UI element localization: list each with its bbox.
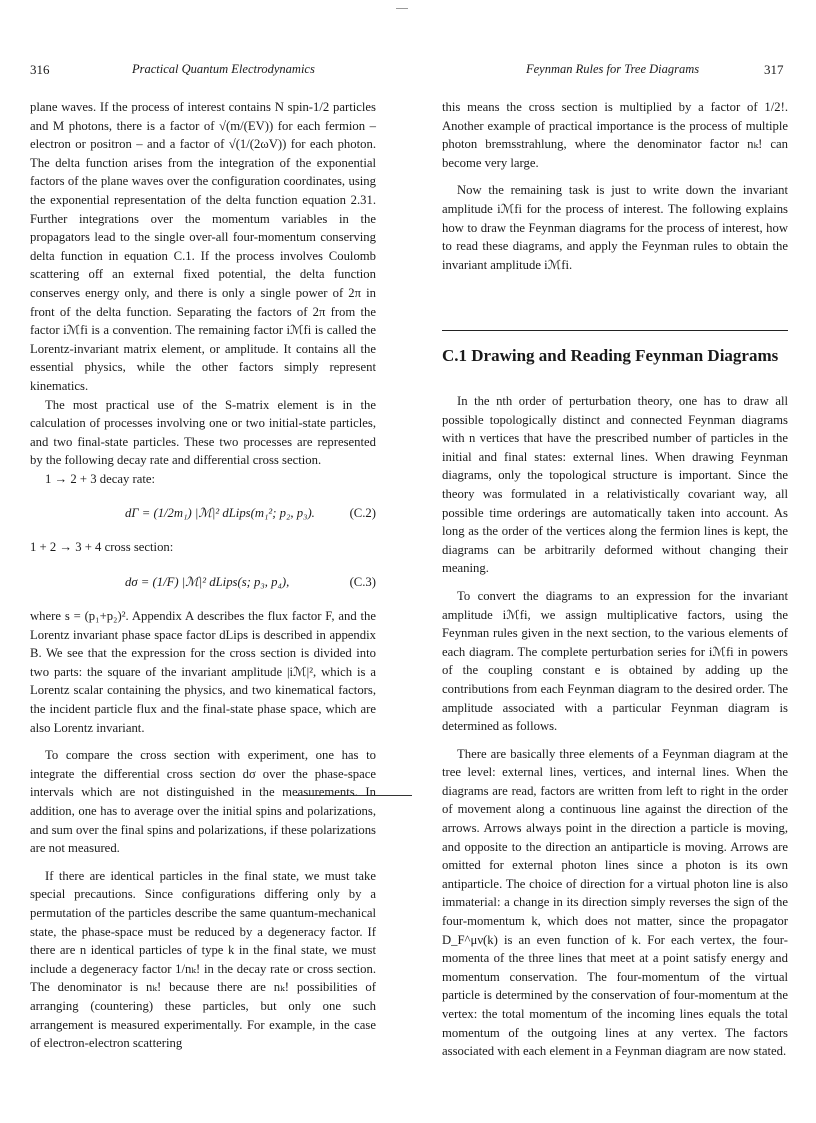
paragraph: Now the remaining task is just to write down the invariant amplitude iℳfi for the process of interest. The following explains how to draw the Feynman diagrams for the process of interest, how to read these diagrams, and apply the Feynman rules to obtain the invariant amplitude iℳfi. (442, 183, 788, 272)
section-divider (442, 330, 788, 331)
cross-section-label: 1 + 2 → 3 + 4 cross section: (30, 540, 174, 555)
left-column (30, 98, 376, 1053)
paragraph: In the nth order of perturbation theory, one has to draw all possible topologically distinct and connected Feynman diagrams with n vertices that have the prescribed number of particles in the initial and final states: external lines. When drawing Feynman diagrams, only the topological structure is important. Since the theory was formulated in a relativistically covariant way, all possible time orderings are automatically taken into account. As long as the order of the vertices along the fermion lines is kept, the diagrams can be arbitrarily deformed without changing their meaning. (442, 394, 788, 576)
page-number-left: 316 (30, 62, 50, 77)
equation-c3 (30, 557, 376, 607)
right-column-section (442, 392, 788, 1061)
margin-rule (296, 795, 412, 796)
running-head-right: Feynman Rules for Tree Diagrams (526, 62, 700, 76)
equation-c2-formula: dΓ = (1/2m₁) |ℳ|² dLips(m₁²; p₂, p₃). (125, 506, 315, 521)
equation-c3-formula: dσ = (1/F) |ℳ|² dLips(s; p₃, p₄), (125, 574, 290, 589)
paragraph: plane waves. If the process of interest contains N spin-1/2 particles and M photons, there is a factor of √(m/(EV)) for each fermion – electron or positron – and a factor of √(1/(2ωV)) for each photon. The delta function arises from the integration of the exponential factors of the plane waves over the configuration coordinates, using the exponential representation of the delta function equation 2.31. Further integrations over the momentum variables in the propagators lead to the single over-all four-momentum conserving delta function in equation C.1. If the process involves Coulomb scattering off an external fixed potential, the delta function conserves energy only, and there is only a single power of 2π in front of the delta function. Separating the factors of 2π from the factor iℳfi is a convention. The remaining factor iℳfi is called the Lorentz-invariant matrix element, or amplitude. It contains all the essential physics, while the other factors simply represent kinematics. (30, 100, 376, 393)
paragraph: There are basically three elements of a Feynman diagram at the tree level: external lines, vertices, and internal lines. When the diagrams are read, factors are written from left to right in the order of movement along a continuous line against the direction of the arrows. Arrows always point in the direction a particle is moving, and opposite to the direction an antiparticle is moving. Arrows are omitted for external photon lines since a photon is its own antiparticle. The choice of direction for a virtual photon line is also immaterial: a change in its direction simply reverses the sign of the four-momentum k, which does not matter, since the propagator D_F^μν(k) is an even function of k. For each vertex, the four-momenta of the three lines that meet at a point satisfy energy and momentum conservation. The four-momentum of the virtual particle is determined by the conservation of four-momentum at the vertex: the total momentum of the incoming lines equals the total momentum of the outgoing lines at any vertex. The factors associated with each element in a Feynman diagram are now stated. (442, 746, 788, 1059)
paragraph: this means the cross section is multiplied by a factor of 1/2!. Another example of practical importance is the process of multiple photon bremsstrahlung, where the denominator factor nₖ! can become very large. (442, 100, 788, 170)
equation-c2 (30, 488, 376, 538)
paragraph: If there are identical particles in the final state, we must take special precautions. Since configurations differing only by a permutation of the particles describe the same quantum-mechanical state, the phase-space must be reduced by a degeneracy factor. If there are n identical particles of type k in the final state, we must include a degeneracy factor 1/nₖ! in the decay rate or cross section. The denominator is nₖ! because there are nₖ! possibilities of arranging (countering) these particles, but only one such arrangement is measured experimentally. For example, in the case of electron-electron scattering (30, 868, 376, 1051)
paragraph: where s = (p₁+p₂)². Appendix A describes the flux factor F, and the Lorentz invariant phase space factor dLips is described in appendix B. We see that the expression for the cross section is divided into two parts: the square of the invariant amplitude |iℳ|², which is a Lorentz scalar containing the physics, and two kinematical factors, the incident particle flux and the final-state phase space, which are also Lorentz invariant. (30, 609, 376, 735)
equation-c2-number: (C.2) (349, 506, 376, 521)
paragraph: The most practical use of the S-matrix element is in the calculation of processes involving one or two initial-state particles, and two final-state particles. These two processes are represented by the following decay rate and differential cross section. (30, 397, 376, 468)
section-title: C.1 Drawing and Reading Feynman Diagrams (442, 346, 779, 365)
running-head-left: Practical Quantum Electrodynamics (132, 62, 315, 76)
decay-rate-label: 1 → 2 + 3 decay rate: (45, 471, 156, 486)
page-number-right: 317 (764, 62, 784, 77)
paragraph: To convert the diagrams to an expression for the invariant amplitude iℳfi, we assign multiplicative factors, using the Feynman rules given in the next section, to the various elements of each diagram. The complete perturbation series for iℳfi in powers of the coupling constant e is obtained by adding up the contributions from each Feynman diagram to the desired order. The amplitude associated with a particular Feynman diagram is determined as follows. (442, 588, 788, 734)
paragraph: To compare the cross section with experiment, one has to integrate the differential cross section dσ over the phase-space intervals which are not distinguished in the measurements. In addition, one has to average over the initial spins and polarizations, and sum over the final spins and polarizations, if these polarizations are not measured. (30, 748, 376, 856)
right-column-top (442, 98, 788, 274)
equation-c3-number: (C.3) (349, 574, 376, 589)
